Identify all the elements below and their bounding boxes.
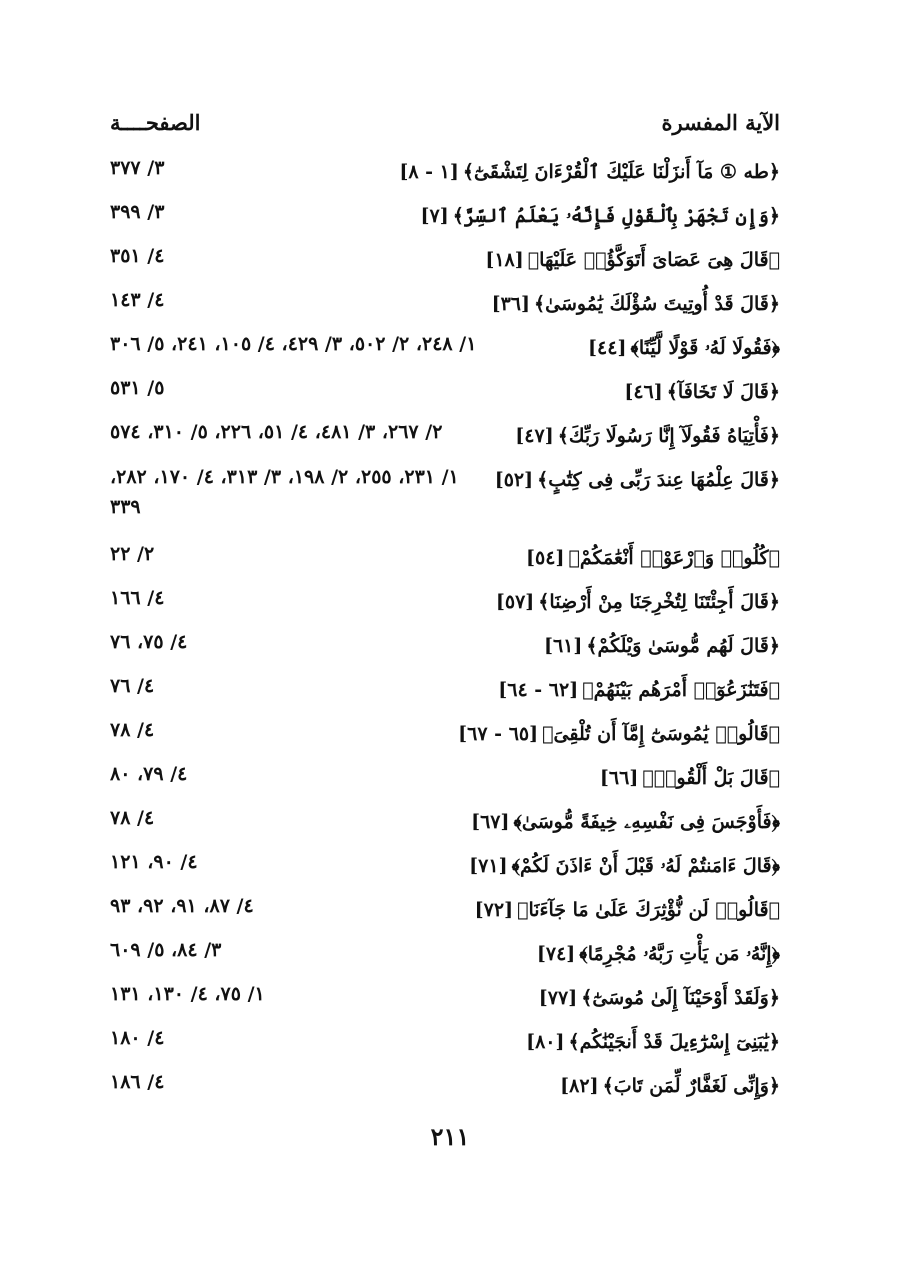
verse-text: ﴿قَالَ هِىَ عَصَاىَ أَتَوَكَّؤُا۟ عَلَيْهَا﴾ (527, 249, 780, 271)
page-references: ٣/ ٣٧٧ (110, 157, 165, 179)
page-references: ١/ ٢٤٨، ٢/ ٥٠٢، ٣/ ٤٢٩، ٤/ ١٠٥، ٢٤١، ٥/ ٣٠٦ (110, 333, 477, 355)
page-references: ٤/ ١٤٣ (110, 289, 165, 311)
verse-cell (471, 804, 780, 836)
verse-reference: [٥٢] (494, 469, 534, 491)
page-references: ٥/ ٥٣١ (110, 377, 165, 399)
index-entry (110, 936, 780, 980)
verse-text: ﴿قَالَ أَجِئْتَنَا لِتُخْرِجَنَا مِنْ أَرْضِنَا﴾ (538, 591, 780, 613)
verse-cell (537, 936, 780, 968)
verse-text: ﴿قَالَ لَهُم مُّوسَىٰ وَيْلَكُمْ﴾ (586, 635, 780, 657)
verse-reference: [٤٦] (624, 381, 663, 403)
index-entry (110, 154, 780, 198)
verse-reference: [٧٢] (474, 899, 514, 921)
index-page (110, 110, 780, 1112)
page-references: ٢/ ٢٦٧، ٣/ ٤٨١، ٤/ ٥١، ٢٢٦، ٥/ ٣١٠، ٥٧٤ (110, 421, 443, 443)
verse-cell (399, 154, 780, 186)
index-entry (110, 804, 780, 848)
verse-cell (496, 584, 780, 616)
verse-cell (624, 374, 780, 406)
verse-reference: [٥٤] (526, 547, 565, 569)
verse-cell (526, 1024, 780, 1056)
verse-cell (515, 418, 780, 450)
verse-text: ﴿قَالَ ءَامَنتُمْ لَهُۥ قَبْلَ أَنْ ءَاذَنَ لَكُمْ﴾ (511, 855, 780, 877)
index-entry (110, 892, 780, 936)
page-references: ٣/ ٣٩٩ (110, 201, 165, 223)
page-references: ٤/ ١٦٦ (110, 587, 165, 609)
page-references: ٤/ ٩٠، ١٢١ (110, 851, 198, 873)
verse-text: ﴿قَالَ بَلْ أَلْقُوا۟﴾ (642, 767, 780, 789)
verse-cell (458, 716, 780, 748)
index-entry (110, 242, 780, 286)
index-entry (110, 848, 780, 892)
page-column-heading: الصفحــــة (110, 110, 201, 135)
page-references: ٤/ ٧٥، ٧٦ (110, 631, 188, 653)
page-references: ٢/ ٢٢ (110, 543, 155, 565)
page-references: ٤/ ٧٨ (110, 719, 155, 741)
verse-reference: [٥٧] (495, 591, 535, 613)
verse-reference: [٤٤] (588, 337, 627, 359)
verse-cell (498, 672, 780, 704)
verse-cell (485, 242, 780, 274)
verse-cell (544, 628, 780, 660)
index-entry (110, 584, 780, 628)
index-entry (110, 760, 780, 804)
verse-reference: [٧٤] (536, 943, 576, 965)
verse-reference: [٧٧] (538, 987, 578, 1009)
verse-text: ﴿قَالَ قَدْ أُوتِيتَ سُؤْلَكَ يَٰمُوسَىٰ﴾ (534, 293, 780, 315)
verse-text: ﴿قَالَ لَا تَخَافَآ﴾ (666, 381, 780, 403)
verse-cell (600, 760, 780, 792)
verse-text: ﴿قَالُوا۟ يَٰمُوسَىٰٓ إِمَّآ أَن تُلْقِىَ﴾ (542, 723, 780, 745)
verse-reference: [٧] (420, 205, 449, 227)
page-references: ٤/ ٣٥١ (110, 245, 165, 267)
verse-text: ﴿قَالَ عِلْمُهَا عِندَ رَبِّى فِى كِتَٰبٍ﴾ (537, 469, 780, 491)
verse-cell (560, 1068, 780, 1100)
verse-cell (539, 980, 780, 1012)
verse-reference: [٦٢ - ٦٤] (498, 679, 579, 701)
index-entry (110, 716, 780, 760)
verse-reference: [٨٠] (526, 1031, 565, 1053)
verse-cell (492, 286, 780, 318)
verse-text: ﴿فَأَوْجَسَ فِى نَفْسِهِۦ خِيفَةً مُّوسَىٰ﴾ (513, 811, 780, 833)
verse-text: ﴿وَإِن تَجْهَرْ بِٱلْقَوْلِ فَإِنَّهُۥ يَعْلَمُ ٱلسِّرَّ﴾ (452, 205, 780, 227)
index-entry (110, 374, 780, 418)
verse-text: ﴿كُلُوا۟ وَٱرْعَوْا۟ أَنْعَٰمَكُمْ﴾ (568, 547, 780, 569)
verse-cell (421, 198, 781, 230)
verse-reference: [٣٦] (491, 293, 531, 315)
verse-cell (475, 892, 780, 924)
page-references: ٤/ ٧٦ (110, 675, 155, 697)
page-references: ٤/ ١٨٦ (110, 1071, 165, 1093)
verse-reference: [٤٧] (515, 425, 554, 447)
verse-reference: [٦٧] (471, 811, 510, 833)
verse-text: ﴿فَتَنَٰزَعُوٓا۟ أَمْرَهُم بَيْنَهُمْ﴾ (582, 679, 780, 701)
index-entry (110, 1068, 780, 1112)
verse-cell (495, 462, 780, 494)
page-references: ٤/ ٧٩، ٨٠ (110, 763, 188, 785)
verse-text: ﴿يَٰبَنِىٓ إِسْرَٰٓءِيلَ قَدْ أَنجَيْنَٰكُم﴾ (568, 1031, 780, 1053)
verse-cell (526, 540, 780, 572)
index-entry (110, 462, 780, 540)
verse-reference: [٦١] (543, 635, 583, 657)
verse-reference: [١ - ٨] (399, 161, 459, 183)
verse-text: ﴿وَلَقَدْ أَوْحَيْنَآ إِلَىٰ مُوسَىٰٓ﴾ (581, 987, 780, 1009)
index-entry (110, 330, 780, 374)
verse-cell (469, 848, 780, 880)
verse-text: ﴿طه ① مَآ أَنزَلْنَا عَلَيْكَ ٱلْقُرْءَانَ لِتَشْقَىٰٓ﴾ (462, 161, 780, 183)
verse-cell (588, 330, 780, 362)
index-entry (110, 672, 780, 716)
verse-text: ﴿إِنَّهُۥ مَن يَأْتِ رَبَّهُۥ مُجْرِمًا﴾ (579, 943, 780, 965)
verse-reference: [٦٦] (599, 767, 639, 789)
index-entry (110, 418, 780, 462)
verse-reference: [٨٢] (560, 1075, 599, 1097)
verse-text: ﴿فَقُولَا لَهُۥ قَوْلًا لَّيِّنًا﴾ (630, 337, 780, 359)
index-entry (110, 1024, 780, 1068)
verse-column-heading: الآية المفسرة (661, 110, 780, 135)
verse-reference: [٧١] (469, 855, 508, 877)
page-references: ٤/ ٨٧، ٩١، ٩٢، ٩٣ (110, 895, 254, 917)
index-entry (110, 980, 780, 1024)
page-references: ٤/ ١٨٠ (110, 1027, 165, 1049)
verse-text: ﴿فَأْتِيَاهُ فَقُولَآ إِنَّا رَسُولَا رَبِّكَ﴾ (557, 425, 780, 447)
verse-reference: [٦٥ - ٦٧] (458, 723, 539, 745)
page-references: ٣/ ٨٤، ٥/ ٦٠٩ (110, 939, 222, 961)
page-references: ١/ ٧٥، ٤/ ١٣٠، ١٣١ (110, 983, 265, 1005)
index-entry (110, 540, 780, 584)
index-entry (110, 628, 780, 672)
page-number: ٢١١ (430, 1122, 470, 1151)
verse-index-list (110, 154, 780, 1112)
index-entry (110, 286, 780, 330)
page-references: ١/ ٢٣١، ٢٥٥، ٢/ ١٩٨، ٣/ ٣١٣، ٤/ ١٧٠، ٢٨٢، ٣٣٩ (110, 466, 459, 518)
table-header (110, 110, 780, 150)
verse-text: ﴿قَالُوا۟ لَن نُّؤْثِرَكَ عَلَىٰ مَا جَآءَنَا﴾ (517, 899, 780, 921)
page-references: ٤/ ٧٨ (110, 807, 155, 829)
index-entry (110, 198, 780, 242)
verse-reference: [١٨] (485, 249, 524, 271)
verse-text: ﴿وَإِنِّى لَغَفَّارٌ لِّمَن تَابَ﴾ (602, 1075, 780, 1097)
